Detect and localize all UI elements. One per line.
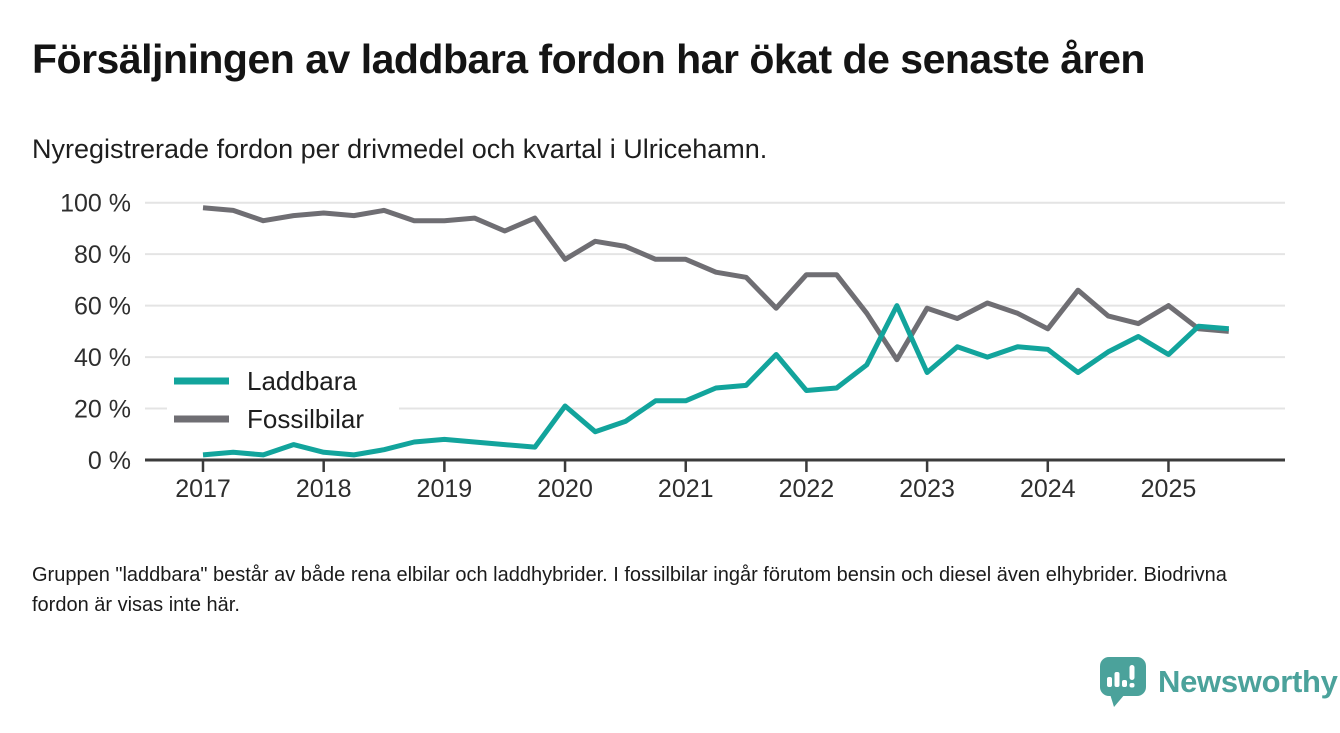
y-axis-tick-label: 0 %	[87, 447, 131, 475]
y-axis-tick-label: 80 %	[74, 241, 131, 270]
x-axis-tick-label: 2019	[416, 475, 473, 503]
x-axis-tick-label: 2022	[778, 475, 835, 503]
x-axis-tick-label: 2018	[295, 475, 352, 503]
y-axis-tick-label: 20 %	[74, 395, 131, 424]
chart-title: Försäljningen av laddbara fordon har ökat de senaste åren	[32, 36, 1145, 82]
legend	[167, 366, 399, 437]
logo-bar-2	[1115, 672, 1120, 687]
logo-exclamation-bar	[1130, 665, 1135, 680]
x-axis-tick-label: 2025	[1140, 475, 1197, 503]
axes	[145, 460, 1285, 472]
legend-label-fossilbilar: Fossilbilar	[247, 404, 365, 434]
logo-bubble	[1100, 657, 1146, 696]
chart	[0, 185, 1340, 515]
legend-label-laddbara: Laddbara	[247, 366, 357, 396]
y-axis-tick-label: 60 %	[74, 292, 131, 321]
logo-bar-1	[1107, 677, 1112, 687]
logo-bar-3	[1122, 680, 1127, 687]
y-axis-tick-label: 100 %	[60, 189, 131, 218]
chart-subtitle: Nyregistrerade fordon per drivmedel och kvartal i Ulricehamn.	[32, 134, 768, 164]
newsworthy-logo	[1099, 656, 1338, 707]
logo-exclamation-dot	[1130, 683, 1135, 688]
y-axis-tick-label: 40 %	[74, 344, 131, 373]
x-axis-tick-label: 2023	[899, 475, 955, 503]
fossilbilar-line	[203, 208, 1229, 360]
chart-footnote: Gruppen "laddbara" består av både rena elbilar och laddhybrider. I fossilbilar ingår förutom bensin och diesel även elhybrider. Biodrivna fordon är visas inte här.	[32, 564, 1227, 616]
newsworthy-logo-text: Newsworthy	[1158, 663, 1338, 699]
x-axis-tick-label: 2017	[175, 475, 231, 503]
x-axis-tick-label: 2024	[1019, 475, 1076, 503]
x-axis-tick-label: 2020	[537, 475, 593, 503]
newsworthy-logo-icon	[1099, 656, 1147, 707]
logo-bubble-tail	[1110, 694, 1125, 707]
x-axis-tick-label: 2021	[657, 475, 714, 503]
